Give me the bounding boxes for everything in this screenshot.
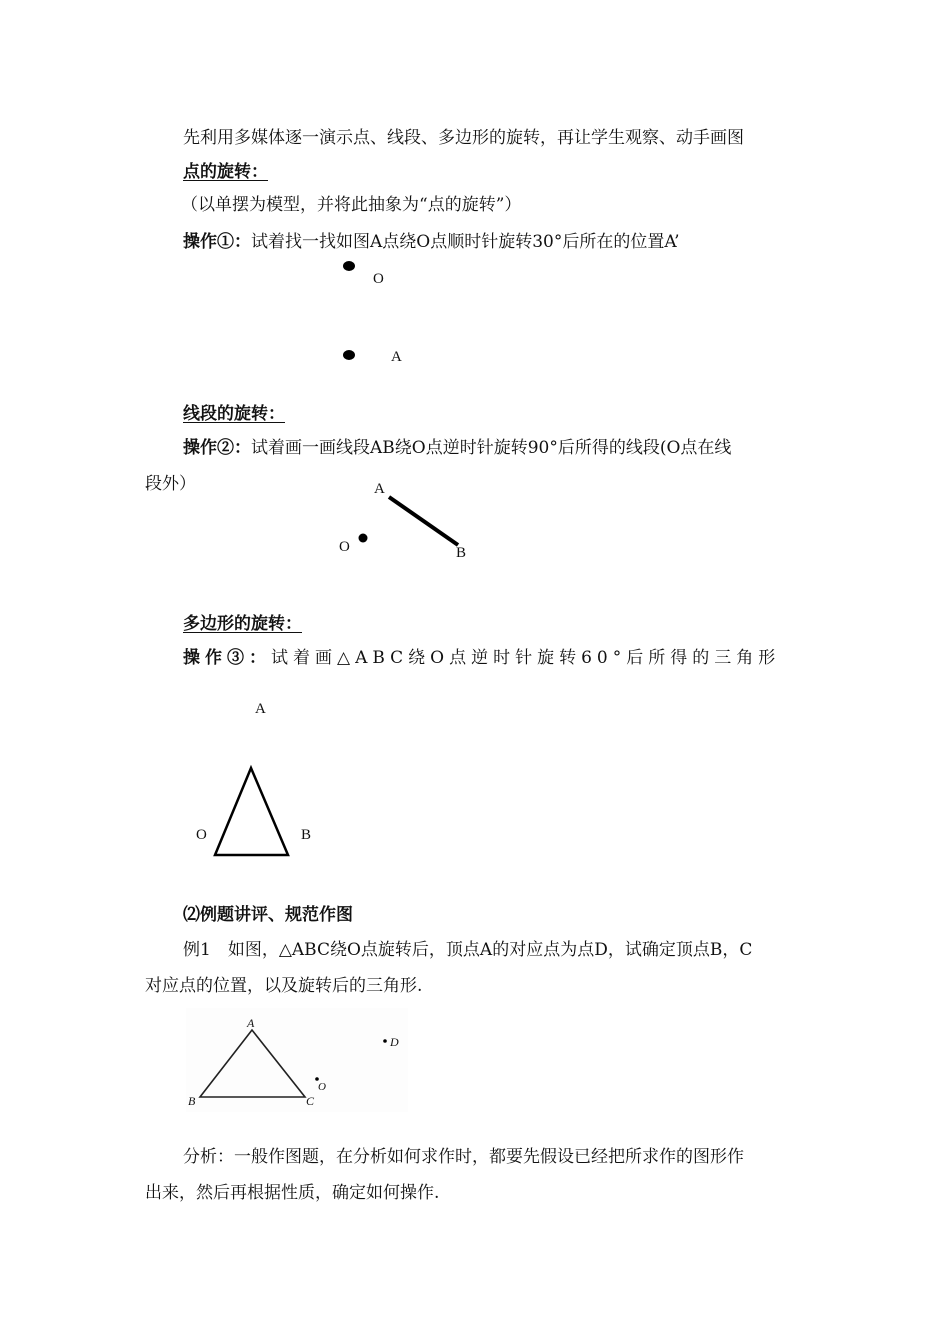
- example-label-d: D: [390, 1035, 399, 1049]
- point-label-a: A: [391, 349, 402, 365]
- point-a-dot: [343, 350, 355, 360]
- polygon-label-a: A: [255, 701, 266, 717]
- operation-2-label: 操作②：: [183, 438, 251, 458]
- example-label-a: A: [247, 1016, 255, 1030]
- operation-2-continued: 段外）: [145, 474, 196, 494]
- example-label-o: O: [318, 1081, 326, 1093]
- example-label-c: C: [306, 1094, 315, 1108]
- polygon-rotation-heading: 多边形的旋转：: [183, 614, 302, 634]
- intro-text: 先利用多媒体逐一演示点、线段、多边形的旋转，再让学生观察、动手画图: [183, 128, 744, 148]
- example-label-b: B: [188, 1094, 196, 1108]
- example-figure: [186, 1008, 408, 1112]
- analysis-line-2: 出来，然后再根据性质，确定如何操作.: [145, 1183, 440, 1203]
- analysis-line-1: 分析：一般作图题，在分析如何求作时，都要先假设已经把所求作的图形作: [183, 1147, 744, 1167]
- segment-rotation-heading: 线段的旋转：: [183, 404, 285, 424]
- segment-ab: [389, 497, 458, 545]
- segment-label-a: A: [374, 481, 385, 497]
- segment-point-o-dot: [359, 534, 368, 543]
- segment-label-o: O: [339, 539, 350, 555]
- segment-label-b: B: [456, 545, 467, 561]
- operation-1-label: 操作①：: [183, 232, 251, 252]
- operation-3-text: 试着画△ABC绕O点逆时针旋转60°后所得的三角形: [271, 648, 781, 668]
- polygon-label-b: B: [301, 827, 312, 843]
- triangle-abc: [215, 768, 288, 855]
- operation-3-label: 操作③：: [183, 648, 271, 668]
- example-heading: ⑵例题讲评、规范作图: [183, 905, 353, 925]
- operation-3: [183, 646, 780, 670]
- example-point-d-dot: [383, 1039, 387, 1043]
- point-rotation-note: （以单摆为模型，并将此抽象为“点的旋转”）: [181, 195, 522, 215]
- operation-2-text: 试着画一画线段AB绕O点逆时针旋转90°后所得的线段(O点在线: [251, 438, 732, 458]
- example-line-2: 对应点的位置，以及旋转后的三角形.: [145, 976, 423, 996]
- polygon-label-o: O: [196, 827, 207, 843]
- point-o-dot: [343, 261, 355, 271]
- example-line-1: 例1 如图，△ABC绕O点旋转后，顶点A的对应点为点D，试确定顶点B，C: [183, 940, 753, 960]
- operation-1-text: 试着找一找如图A点绕O点顺时针旋转30°后所在的位置A’: [251, 232, 680, 252]
- operation-2: [183, 436, 731, 460]
- point-rotation-heading: 点的旋转：: [183, 162, 268, 182]
- point-label-o: O: [373, 271, 384, 287]
